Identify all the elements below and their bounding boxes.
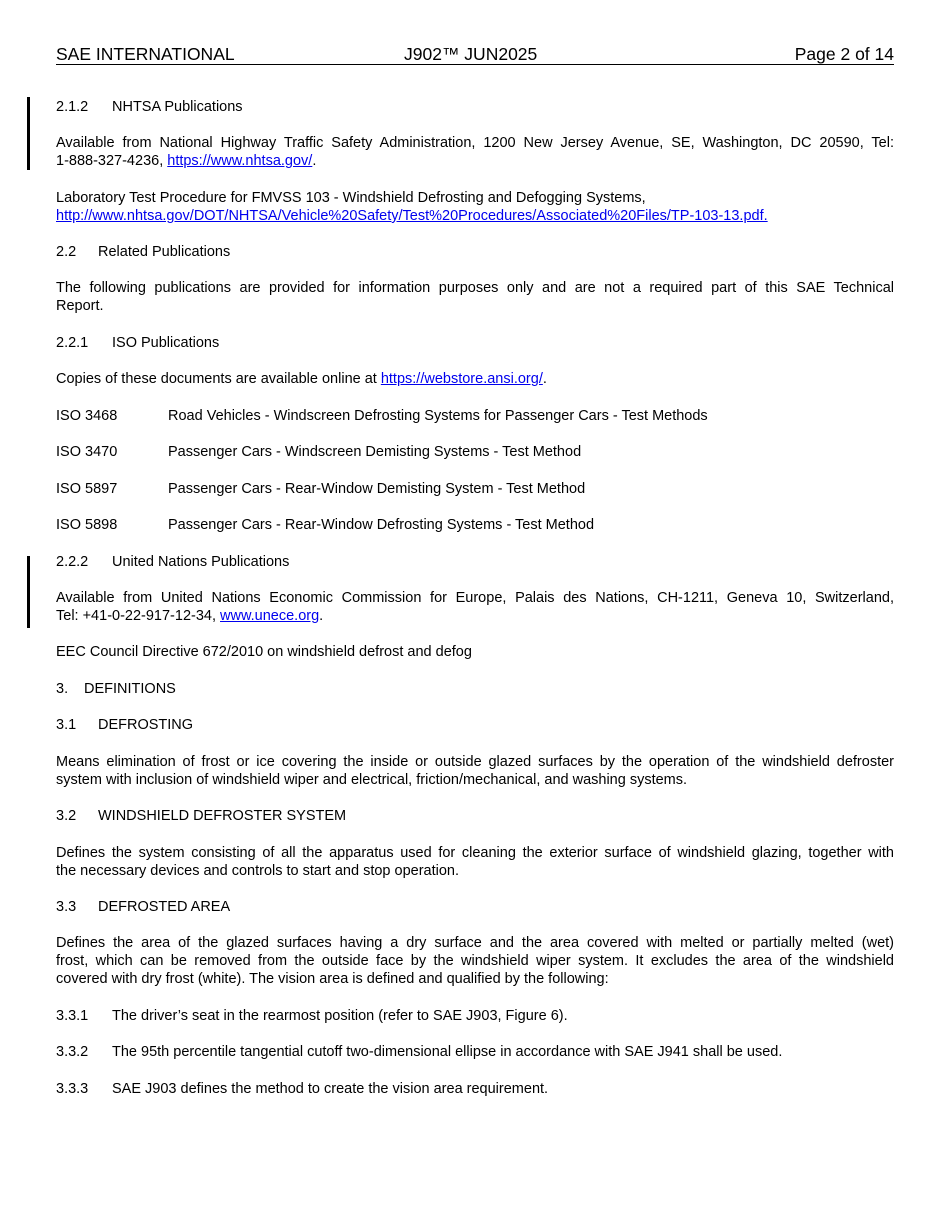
section-3-2-title: WINDSHIELD DEFROSTER SYSTEM — [98, 808, 347, 824]
nhtsa-link[interactable]: https://www.nhtsa.gov/ — [167, 153, 313, 169]
page-header — [56, 44, 894, 65]
section-2-2-1-title: ISO Publications — [112, 335, 220, 351]
body-line: Means elimination of frost or ice covering the inside or outside glazed surfaces by the operation of the windshield defroster — [56, 754, 894, 770]
section-2-2-2-number: 2.2.2 — [56, 554, 89, 570]
reference-title: Passenger Cars - Rear-Window Demisting System - Test Method — [168, 481, 586, 497]
revision-bar — [27, 97, 30, 170]
tp-103-13-link[interactable]: http://www.nhtsa.gov/DOT/NHTSA/Vehicle%20Safety/Test%20Procedures/Associated%20Files/TP-103-13.pdf. — [56, 208, 768, 224]
section-2-2-2-title: United Nations Publications — [112, 554, 290, 570]
body-line: Available from United Nations Economic Commission for Europe, Palais des Nations, CH-1211, Geneva 10, Switzerland, — [56, 590, 894, 606]
section-3-2-number: 3.2 — [56, 808, 77, 824]
section-3-2-body — [56, 844, 894, 880]
section-2-1-2-title: NHTSA Publications — [112, 99, 243, 115]
item-text: SAE J903 defines the method to create the vision area requirement. — [112, 1081, 549, 1097]
body-text: Copies of these documents are available online at — [56, 371, 381, 387]
section-3-1-number: 3.1 — [56, 717, 77, 733]
body-text: Tel: +41-0-22-917-12-34, — [56, 608, 221, 624]
body-text: . — [319, 608, 324, 624]
reference-code: ISO 5898 — [56, 517, 118, 533]
section-3-3-body — [56, 934, 894, 988]
section-2-2-2-body — [56, 589, 894, 625]
section-3-title: DEFINITIONS — [84, 681, 176, 697]
item-number: 3.3.2 — [56, 1044, 89, 1060]
section-2-2-number: 2.2 — [56, 244, 77, 260]
eec-directive-text: EEC Council Directive 672/2010 on windshield defrost and defog — [56, 644, 472, 660]
body-line: frost, which can be removed from the outside face by the windshield wiper system. It excludes the area of the windshield — [56, 953, 894, 969]
body-line: Defines the area of the glazed surfaces having a dry surface and the area covered with melted or partially melted (wet) — [56, 935, 894, 951]
body-text: 1-888-327-4236, — [56, 153, 168, 169]
reference-code: ISO 5897 — [56, 481, 118, 497]
body-line — [56, 607, 894, 625]
body-text: . — [542, 371, 547, 387]
lab-test-procedure-text: Laboratory Test Procedure for FMVSS 103 - Windshield Defrosting and Defogging Systems, — [56, 190, 646, 206]
section-2-2-title: Related Publications — [98, 244, 231, 260]
copies-line — [56, 370, 547, 388]
reference-code: ISO 3468 — [56, 408, 118, 424]
item-number: 3.3.1 — [56, 1008, 89, 1024]
reference-code: ISO 3470 — [56, 444, 118, 460]
item-text: The driver’s seat in the rearmost position (refer to SAE J903, Figure 6). — [112, 1008, 568, 1024]
section-2-2-body — [56, 279, 894, 315]
reference-title: Road Vehicles - Windscreen Defrosting Systems for Passenger Cars - Test Methods — [168, 408, 708, 424]
body-line — [56, 152, 894, 170]
body-line: Available from National Highway Traffic Safety Administration, 1200 New Jersey Avenue, SE, Washington, DC 20590, Tel: — [56, 135, 894, 151]
ansi-webstore-link[interactable]: https://webstore.ansi.org/ — [380, 371, 543, 387]
body-line: The following publications are provided for information purposes only and are not a required part of this SAE Technical — [56, 280, 894, 296]
reference-title: Passenger Cars - Windscreen Demisting Systems - Test Method — [168, 444, 582, 460]
section-3-1-body — [56, 753, 894, 789]
body-text: . — [312, 153, 317, 169]
item-number: 3.3.3 — [56, 1081, 89, 1097]
body-line: Report. — [56, 298, 104, 314]
body-line: system with inclusion of windshield wiper and electrical, friction/mechanical, and washing systems. — [56, 772, 688, 788]
section-2-1-2-number: 2.1.2 — [56, 99, 89, 115]
unece-link[interactable]: www.unece.org — [220, 608, 320, 624]
section-3-1-title: DEFROSTING — [98, 717, 194, 733]
header-doc-id: J902™ JUN2025 — [404, 44, 538, 64]
body-line: covered with dry frost (white). The vision area is defined and qualified by the following: — [56, 971, 609, 987]
lab-test-procedure-link-line — [56, 207, 768, 225]
revision-bar — [27, 556, 30, 628]
section-2-1-2-body — [56, 134, 894, 170]
section-2-2-1-number: 2.2.1 — [56, 335, 89, 351]
body-line: Defines the system consisting of all the apparatus used for cleaning the exterior surface of windshield glazing, together with — [56, 845, 894, 861]
section-3-number: 3. — [56, 681, 69, 697]
section-3-3-title: DEFROSTED AREA — [98, 899, 231, 915]
body-line: the necessary devices and controls to start and stop operation. — [56, 863, 460, 879]
item-text: The 95th percentile tangential cutoff two-dimensional ellipse in accordance with SAE J941 shall be used. — [112, 1044, 783, 1060]
section-3-3-number: 3.3 — [56, 899, 77, 915]
header-page-number: Page 2 of 14 — [794, 44, 894, 64]
header-org: SAE INTERNATIONAL — [56, 44, 235, 64]
reference-title: Passenger Cars - Rear-Window Defrosting Systems - Test Method — [168, 517, 595, 533]
